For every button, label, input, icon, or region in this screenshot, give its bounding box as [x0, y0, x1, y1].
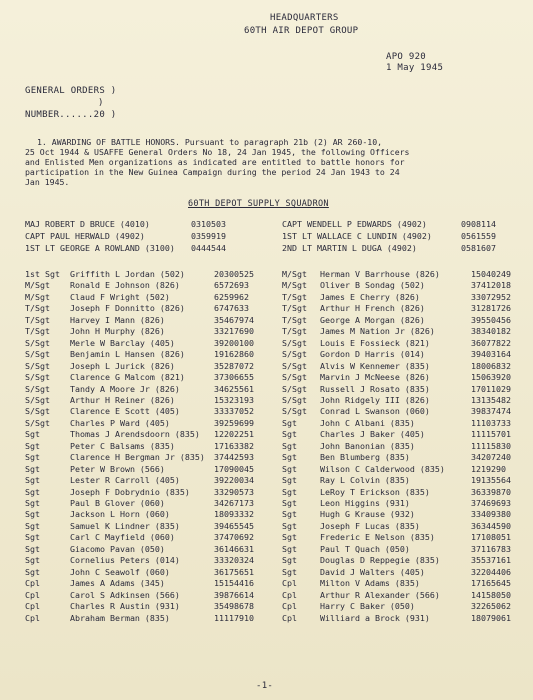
rank: S/Sgt: [25, 349, 50, 359]
rank: S/Sgt: [282, 395, 307, 405]
soldier-name: Joseph L Jurick (826): [70, 361, 175, 371]
rank: Sgt: [282, 532, 297, 542]
soldier-name: Hugh G Krause (932): [320, 509, 415, 519]
serial-number: 33290573: [214, 487, 254, 497]
soldier-name: Arthur H Reiner (826): [70, 395, 175, 405]
rank: M/Sgt: [25, 292, 50, 302]
serial-number: 17163382: [214, 441, 254, 451]
officer-name: CAPT PAUL HERWALD (4902): [25, 231, 145, 241]
officer-serial: 0561559: [461, 231, 496, 241]
roster-row: [0, 578, 533, 589]
soldier-name: Peter W Brown (566): [70, 464, 165, 474]
soldier-name: Arthur H French (826): [320, 303, 425, 313]
soldier-name: Ray L Colvin (835): [320, 475, 410, 485]
serial-number: 39876614: [214, 590, 254, 600]
soldier-name: Arthur R Alexander (566): [320, 590, 440, 600]
rank: Sgt: [25, 429, 40, 439]
roster-row: [0, 292, 533, 303]
serial-number: 37442593: [214, 452, 254, 462]
roster-row: [0, 303, 533, 314]
roster-row: [0, 418, 533, 429]
roster-row: [0, 475, 533, 486]
soldier-name: Conrad L Swanson (060): [320, 406, 430, 416]
serial-number: 11103733: [471, 418, 511, 428]
rank: Cpl: [282, 613, 297, 623]
rank: Sgt: [282, 544, 297, 554]
serial-number: 31281726: [471, 303, 511, 313]
rank: Sgt: [282, 464, 297, 474]
officer-serial: 0310503: [191, 219, 226, 229]
serial-number: 36339870: [471, 487, 511, 497]
officer-name: 1ST LT WALLACE C LUNDIN (4902): [282, 231, 432, 241]
rank: M/Sgt: [25, 280, 50, 290]
soldier-name: Clarence G Malcom (821): [70, 372, 185, 382]
officer-row: [0, 243, 533, 254]
soldier-name: David J Walters (405): [320, 567, 425, 577]
roster-row: [0, 555, 533, 566]
serial-number: 17011029: [471, 384, 511, 394]
serial-number: 32204406: [471, 567, 511, 577]
header-title: HEADQUARTERS: [270, 13, 339, 23]
apo-number: APO 920: [386, 52, 427, 62]
serial-number: 39465545: [214, 521, 254, 531]
paragraph-line: 1. AWARDING OF BATTLE HONORS. Pursuant to paragraph 21b (2) AR 260-10,: [37, 137, 383, 147]
rank: S/Sgt: [282, 372, 307, 382]
soldier-name: Charles P Ward (405): [70, 418, 170, 428]
roster-row: [0, 487, 533, 498]
soldier-name: Lester R Carroll (405): [70, 475, 180, 485]
serial-number: 6572693: [214, 280, 249, 290]
soldier-name: John Banonian (835): [320, 441, 415, 451]
rank: Sgt: [25, 521, 40, 531]
rank: S/Sgt: [25, 395, 50, 405]
serial-number: 33072952: [471, 292, 511, 302]
serial-number: 11115701: [471, 429, 511, 439]
rank: Sgt: [25, 544, 40, 554]
soldier-name: George A Morgan (826): [320, 315, 425, 325]
rank: Cpl: [25, 590, 40, 600]
rank: Cpl: [25, 613, 40, 623]
roster-row: [0, 269, 533, 280]
soldier-name: Douglas D Reppegie (835): [320, 555, 440, 565]
serial-number: 13135482: [471, 395, 511, 405]
soldier-name: Milton V Adams (835): [320, 578, 420, 588]
serial-number: 35467974: [214, 315, 254, 325]
roster-row: [0, 384, 533, 395]
page-number: -1-: [256, 681, 274, 691]
serial-number: 17090045: [214, 464, 254, 474]
paragraph-line: Jan 1945.: [25, 177, 70, 187]
soldier-name: Ronald E Johnson (826): [70, 280, 180, 290]
rank: Sgt: [25, 464, 40, 474]
soldier-name: Samuel K Lindner (835): [70, 521, 180, 531]
soldier-name: James M Nation Jr (826): [320, 326, 435, 336]
serial-number: 33320324: [214, 555, 254, 565]
soldier-name: Oliver B Sondag (502): [320, 280, 425, 290]
orders-bracket: ): [98, 98, 104, 108]
rank: M/Sgt: [282, 269, 307, 279]
soldier-name: Russell J Rosato (835): [320, 384, 430, 394]
serial-number: 37470692: [214, 532, 254, 542]
paragraph-line: 25 Oct 1944 & USAFFE General Orders No 18, 24 Jan 1945, the following Officers: [25, 147, 410, 157]
rank: T/Sgt: [282, 315, 307, 325]
soldier-name: Gordon D Harris (014): [320, 349, 425, 359]
serial-number: 20300525: [214, 269, 254, 279]
rank: T/Sgt: [25, 315, 50, 325]
serial-number: 15154416: [214, 578, 254, 588]
soldier-name: Benjamin L Hansen (826): [70, 349, 185, 359]
serial-number: 34207240: [471, 452, 511, 462]
serial-number: 36077822: [471, 338, 511, 348]
roster-row: [0, 613, 533, 624]
roster-row: [0, 326, 533, 337]
roster-row: [0, 441, 533, 452]
soldier-name: Carol S Adkinsen (566): [70, 590, 180, 600]
rank: S/Sgt: [282, 361, 307, 371]
rank: Sgt: [25, 555, 40, 565]
soldier-name: James E Cherry (826): [320, 292, 420, 302]
rank: Cpl: [282, 590, 297, 600]
rank: T/Sgt: [25, 326, 50, 336]
soldier-name: Herman V Barrhouse (826): [320, 269, 440, 279]
serial-number: 39550456: [471, 315, 511, 325]
rank: T/Sgt: [25, 303, 50, 313]
rank: Sgt: [25, 441, 40, 451]
serial-number: 34267173: [214, 498, 254, 508]
serial-number: 39200100: [214, 338, 254, 348]
serial-number: 12202251: [214, 429, 254, 439]
soldier-name: Clarence E Scott (405): [70, 406, 180, 416]
soldier-name: Joseph F Donnitto (826): [70, 303, 185, 313]
soldier-name: Griffith L Jordan (502): [70, 269, 185, 279]
serial-number: 33337052: [214, 406, 254, 416]
rank: Sgt: [282, 567, 297, 577]
soldier-name: Clarence H Bergman Jr (835): [70, 452, 205, 462]
roster-row: [0, 521, 533, 532]
roster-row: [0, 590, 533, 601]
header-unit: 60TH AIR DEPOT GROUP: [244, 26, 359, 36]
roster-row: [0, 544, 533, 555]
soldier-name: Williard a Brock (931): [320, 613, 430, 623]
serial-number: 19135564: [471, 475, 511, 485]
orders-number: NUMBER......20 ): [25, 110, 117, 120]
roster-row: [0, 464, 533, 475]
rank: Cpl: [282, 578, 297, 588]
paragraph-line: and Enlisted Men organizations as indicated are entitled to battle honors for: [25, 157, 405, 167]
rank: T/Sgt: [282, 303, 307, 313]
serial-number: 36175651: [214, 567, 254, 577]
rank: Sgt: [282, 555, 297, 565]
soldier-name: Charles R Austin (931): [70, 601, 180, 611]
soldier-name: Harry C Baker (050): [320, 601, 415, 611]
soldier-name: Tandy A Moore Jr (826): [70, 384, 180, 394]
general-orders-label: GENERAL ORDERS ): [25, 86, 117, 96]
soldier-name: James A Adams (345): [70, 578, 165, 588]
soldier-name: Thomas J Arendsdoorn (835): [70, 429, 200, 439]
rank: Sgt: [25, 532, 40, 542]
rank: Sgt: [282, 509, 297, 519]
serial-number: 32265062: [471, 601, 511, 611]
rank: Sgt: [282, 487, 297, 497]
section-title: 60TH DEPOT SUPPLY SQUADRON: [188, 199, 329, 209]
soldier-name: Abraham Berman (835): [70, 613, 170, 623]
rank: Cpl: [282, 601, 297, 611]
serial-number: 1219290: [471, 464, 506, 474]
roster-row: [0, 567, 533, 578]
soldier-name: Alvis W Kennemer (835): [320, 361, 430, 371]
document-date: 1 May 1945: [386, 63, 444, 73]
serial-number: 33217690: [214, 326, 254, 336]
serial-number: 19162860: [214, 349, 254, 359]
rank: S/Sgt: [282, 406, 307, 416]
soldier-name: Wilson C Calderwood (835): [320, 464, 445, 474]
officer-name: 2ND LT MARTIN L DUGA (4902): [282, 243, 417, 253]
soldier-name: Cornelius Peters (014): [70, 555, 180, 565]
serial-number: 39220034: [214, 475, 254, 485]
rank: Sgt: [282, 418, 297, 428]
rank: 1st Sgt: [25, 269, 60, 279]
roster-row: [0, 361, 533, 372]
soldier-name: Claud F Wright (502): [70, 292, 170, 302]
serial-number: 18093332: [214, 509, 254, 519]
paragraph-block: [25, 137, 410, 187]
roster-row: [0, 509, 533, 520]
rank: Cpl: [25, 578, 40, 588]
soldier-name: Ben Blumberg (835): [320, 452, 410, 462]
roster-row: [0, 429, 533, 440]
serial-number: 37469693: [471, 498, 511, 508]
soldier-name: Giacomo Pavan (050): [70, 544, 165, 554]
serial-number: 33409380: [471, 509, 511, 519]
soldier-name: Paul T Quach (050): [320, 544, 410, 554]
soldier-name: Jackson L Horn (060): [70, 509, 170, 519]
rank: Sgt: [25, 475, 40, 485]
officer-row: [0, 219, 533, 230]
soldier-name: Louis E Fossieck (821): [320, 338, 430, 348]
roster-row: [0, 452, 533, 463]
roster-row: [0, 395, 533, 406]
serial-number: 39403164: [471, 349, 511, 359]
rank: M/Sgt: [282, 280, 307, 290]
serial-number: 37306655: [214, 372, 254, 382]
serial-number: 15063920: [471, 372, 511, 382]
soldier-name: John C Seawolf (060): [70, 567, 170, 577]
roster-row: [0, 338, 533, 349]
serial-number: 15040249: [471, 269, 511, 279]
rank: T/Sgt: [282, 326, 307, 336]
serial-number: 36146631: [214, 544, 254, 554]
officer-serial: 0908114: [461, 219, 496, 229]
officer-serial: 0359919: [191, 231, 226, 241]
rank: Sgt: [282, 475, 297, 485]
roster-row: [0, 372, 533, 383]
rank: Sgt: [25, 567, 40, 577]
serial-number: 11117910: [214, 613, 254, 623]
rank: S/Sgt: [25, 406, 50, 416]
roster-row: [0, 349, 533, 360]
soldier-name: Leon Higgins (931): [320, 498, 410, 508]
officer-row: [0, 231, 533, 242]
rank: S/Sgt: [282, 338, 307, 348]
rank: Sgt: [282, 441, 297, 451]
rank: S/Sgt: [25, 338, 50, 348]
roster-row: [0, 498, 533, 509]
roster-row: [0, 280, 533, 291]
soldier-name: John Ridgely III (826): [320, 395, 430, 405]
soldier-name: LeRoy T Erickson (835): [320, 487, 430, 497]
officer-serial: 0581607: [461, 243, 496, 253]
soldier-name: Marvin J McNeese (826): [320, 372, 430, 382]
officer-name: MAJ ROBERT D BRUCE (4010): [25, 219, 150, 229]
soldier-name: Frederic E Nelson (835): [320, 532, 435, 542]
serial-number: 39837474: [471, 406, 511, 416]
serial-number: 15323193: [214, 395, 254, 405]
serial-number: 35287072: [214, 361, 254, 371]
serial-number: 39259699: [214, 418, 254, 428]
rank: Sgt: [25, 452, 40, 462]
serial-number: 18079061: [471, 613, 511, 623]
serial-number: 17108051: [471, 532, 511, 542]
rank: S/Sgt: [25, 418, 50, 428]
serial-number: 37116783: [471, 544, 511, 554]
rank: S/Sgt: [25, 361, 50, 371]
roster-row: [0, 532, 533, 543]
soldier-name: John C Albani (835): [320, 418, 415, 428]
serial-number: 35537161: [471, 555, 511, 565]
paragraph-line: participation in the New Guinea Campaign during the period 24 Jan 1943 to 24: [25, 167, 400, 177]
serial-number: 11115830: [471, 441, 511, 451]
rank: Sgt: [282, 521, 297, 531]
soldier-name: John H Murphy (826): [70, 326, 165, 336]
roster-row: [0, 315, 533, 326]
rank: Cpl: [25, 601, 40, 611]
roster-row: [0, 406, 533, 417]
serial-number: 18006832: [471, 361, 511, 371]
serial-number: 17165645: [471, 578, 511, 588]
serial-number: 6259962: [214, 292, 249, 302]
roster-row: [0, 601, 533, 612]
rank: S/Sgt: [25, 372, 50, 382]
rank: Sgt: [25, 498, 40, 508]
soldier-name: Paul B Glover (060): [70, 498, 165, 508]
soldier-name: Joseph F Dobrydnio (835): [70, 487, 190, 497]
serial-number: 6747633: [214, 303, 249, 313]
serial-number: 14158050: [471, 590, 511, 600]
serial-number: 35498678: [214, 601, 254, 611]
rank: Sgt: [282, 452, 297, 462]
officer-serial: 0444544: [191, 243, 226, 253]
rank: Sgt: [282, 429, 297, 439]
soldier-name: Carl C Mayfield (060): [70, 532, 175, 542]
soldier-name: Harvey I Mann (826): [70, 315, 165, 325]
rank: T/Sgt: [282, 292, 307, 302]
rank: Sgt: [25, 487, 40, 497]
serial-number: 37412018: [471, 280, 511, 290]
rank: S/Sgt: [25, 384, 50, 394]
soldier-name: Peter C Balsams (835): [70, 441, 175, 451]
serial-number: 34625561: [214, 384, 254, 394]
rank: Sgt: [25, 509, 40, 519]
soldier-name: Merle W Barclay (405): [70, 338, 175, 348]
rank: S/Sgt: [282, 384, 307, 394]
rank: S/Sgt: [282, 349, 307, 359]
officer-name: CAPT WENDELL P EDWARDS (4902): [282, 219, 427, 229]
soldier-name: Charles J Baker (405): [320, 429, 425, 439]
officer-name: 1ST LT GEORGE A ROWLAND (3100): [25, 243, 175, 253]
soldier-name: Joseph F Lucas (835): [320, 521, 420, 531]
serial-number: 38340182: [471, 326, 511, 336]
rank: Sgt: [282, 498, 297, 508]
serial-number: 36344590: [471, 521, 511, 531]
